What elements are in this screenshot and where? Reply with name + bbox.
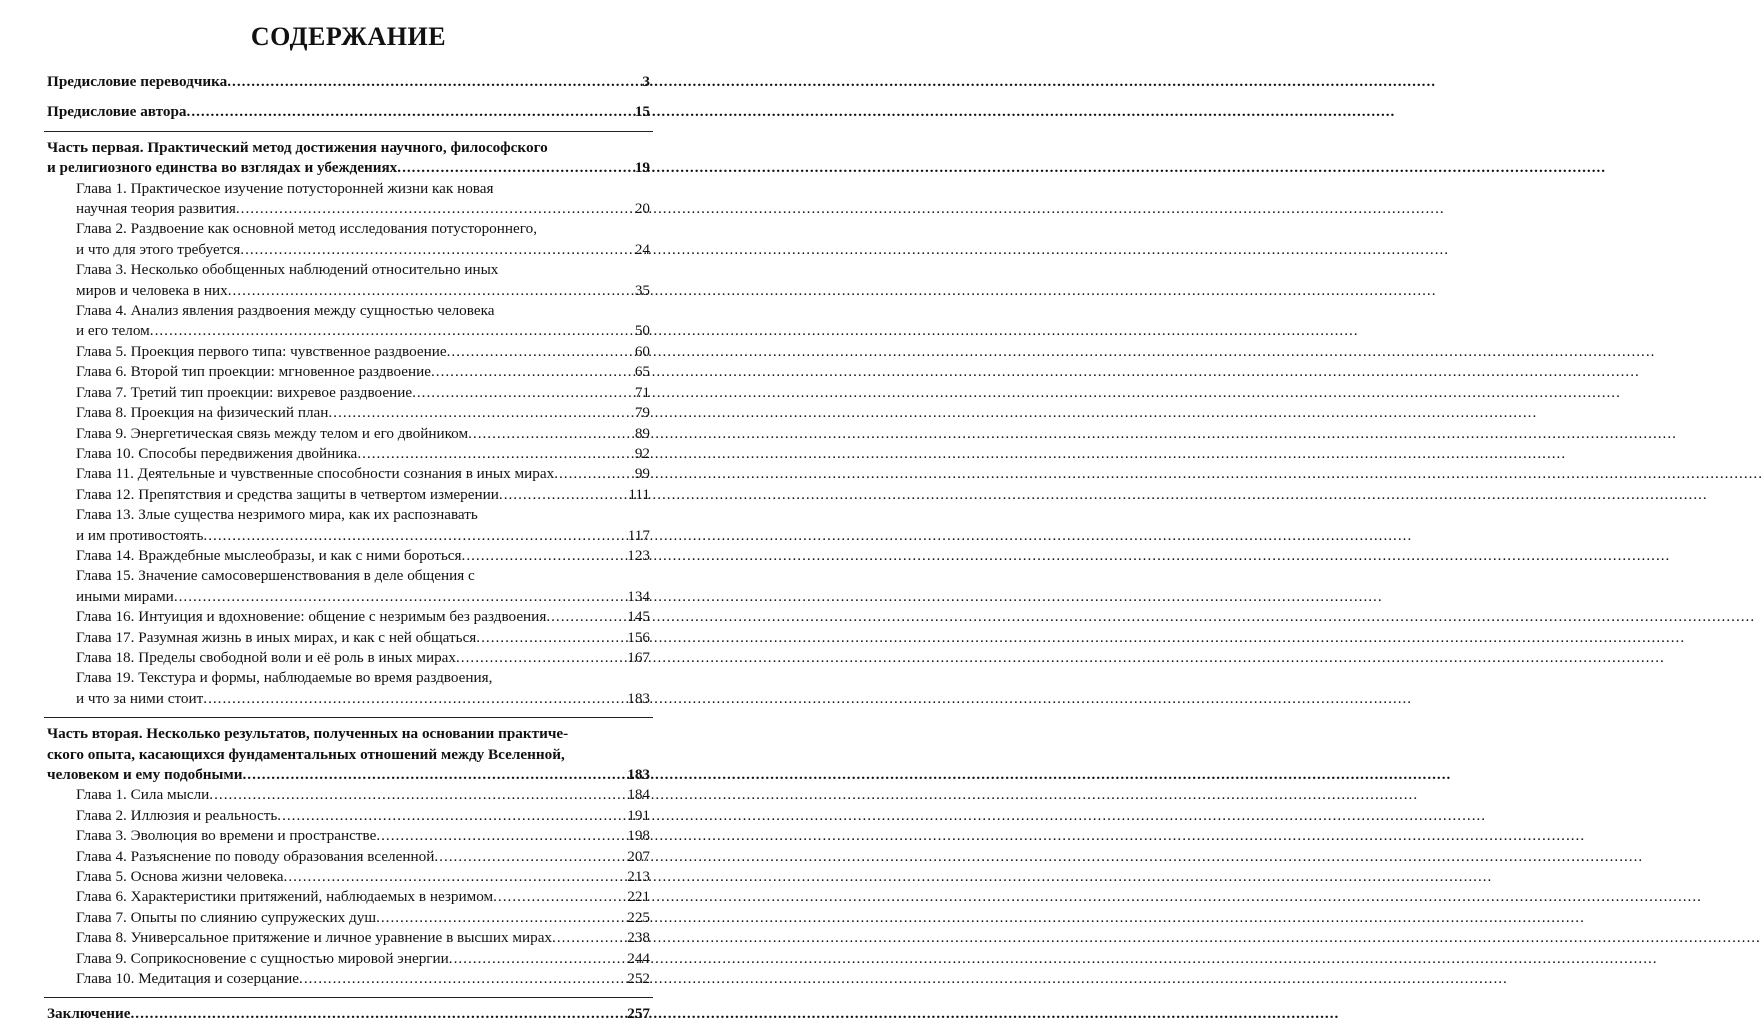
- entry-last-line: [76, 587, 650, 607]
- page-number: 111: [628, 485, 650, 503]
- dot-leader: [554, 464, 634, 484]
- table-of-contents: [47, 72, 650, 1025]
- dot-leader: [130, 1004, 626, 1024]
- entry-title-line: Глава 8. Проекция на физический план: [76, 404, 329, 422]
- entry-title-line: Глава 10. Способы передвижения двойника: [76, 444, 358, 462]
- dot-leader: [412, 383, 634, 403]
- page-number: 184: [627, 786, 650, 804]
- entry-last-line: [76, 867, 650, 887]
- entry-title-line: иными мирами: [76, 587, 174, 605]
- entry-title-line: Часть вторая. Несколько результатов, полученных на основании практиче-: [47, 725, 569, 743]
- entry-last-line: [47, 72, 650, 92]
- entry-title-line: Глава 6. Характеристики притяжений, наблюдаемых в незримом: [76, 888, 494, 906]
- page-number: 198: [627, 827, 650, 845]
- dot-leader: [434, 847, 626, 867]
- page-number: 92: [634, 444, 650, 462]
- entry-last-line: [76, 199, 650, 219]
- toc-chapter-entry[interactable]: [47, 826, 650, 846]
- toc-chapter-entry[interactable]: [47, 969, 650, 989]
- entry-title-line: Глава 5. Основа жизни человека: [76, 868, 284, 886]
- section-divider: [44, 997, 653, 998]
- toc-chapter-entry[interactable]: [47, 444, 650, 464]
- entry-last-line: [76, 240, 650, 260]
- entry-last-line: [76, 362, 650, 382]
- page-number: 123: [627, 546, 650, 564]
- entry-title-line: Глава 13. Злые существа незримого мира, как их распознавать: [76, 506, 478, 524]
- toc-chapter-entry[interactable]: [47, 928, 650, 948]
- entry-title-line: и его телом: [76, 322, 150, 340]
- entry-last-line: [76, 887, 650, 907]
- dot-leader: [277, 806, 626, 826]
- entry-last-line: [76, 785, 650, 805]
- dot-leader: [462, 546, 627, 566]
- entry-title-line: Глава 9. Энергетическая связь между телом и его двойником: [76, 424, 469, 442]
- page-number: 252: [627, 970, 650, 988]
- dot-leader: [203, 689, 626, 709]
- toc-chapter-entry[interactable]: [47, 785, 650, 805]
- dot-leader: [468, 424, 634, 444]
- entry-title-line: Предисловие автора: [47, 103, 187, 121]
- entry-last-line: [76, 826, 650, 846]
- entry-title-line: Глава 5. Проекция первого типа: чувственное раздвоение: [76, 342, 447, 360]
- entry-title-line: Глава 18. Пределы свободной воли и её роль в иных мирах: [76, 648, 456, 666]
- entry-title-line: и им противостоять: [76, 526, 204, 544]
- page-number: 3: [642, 73, 650, 90]
- entry-title-line: Глава 10. Медитация и созерцание: [76, 970, 300, 988]
- toc-chapter-entry[interactable]: [47, 342, 650, 362]
- entry-last-line: [76, 526, 650, 546]
- toc-heading-entry[interactable]: [47, 138, 650, 179]
- dot-leader: [299, 969, 626, 989]
- entry-title-line: Глава 11. Деятельные и чувственные способности сознания в иных мирах: [76, 465, 555, 483]
- entry-last-line: [76, 546, 650, 566]
- entry-title-line: Глава 16. Интуиция и вдохновение: общение с незримым без раздвоения: [76, 608, 547, 626]
- entry-last-line: [76, 969, 650, 989]
- page-number: 183: [627, 689, 650, 707]
- section-divider: [44, 131, 653, 132]
- toc-page: [0, 0, 714, 1023]
- dot-leader: [284, 867, 627, 887]
- page-number: 221: [627, 888, 650, 906]
- dot-leader: [203, 526, 626, 546]
- entry-last-line: [76, 403, 650, 423]
- dot-leader: [431, 362, 634, 382]
- dot-leader: [240, 240, 634, 260]
- entry-title-line: и что для этого требуется: [76, 240, 241, 258]
- page-number: 79: [634, 404, 650, 422]
- page-number: 134: [627, 587, 650, 605]
- page-title: СОДЕРЖАНИЕ: [250, 22, 447, 51]
- entry-title-line: Глава 2. Иллюзия и реальность: [76, 806, 278, 824]
- toc-chapter-entry[interactable]: [47, 260, 650, 301]
- dot-leader: [376, 826, 626, 846]
- toc-chapter-entry[interactable]: [47, 485, 650, 505]
- dot-leader: [150, 321, 634, 341]
- toc-heading-entry[interactable]: [47, 72, 650, 92]
- toc-chapter-entry[interactable]: [47, 806, 650, 826]
- toc-chapter-entry[interactable]: [47, 607, 650, 627]
- entry-title-line: Глава 3. Несколько обобщенных наблюдений относительно иных: [76, 261, 499, 279]
- toc-chapter-entry[interactable]: [47, 301, 650, 342]
- dot-leader: [449, 949, 626, 969]
- entry-last-line: [76, 847, 650, 867]
- entry-title-line: ского опыта, касающихся фундаментальных отношений между Вселенной,: [47, 745, 565, 763]
- page-number: 20: [634, 200, 650, 218]
- entry-last-line: [76, 607, 650, 627]
- toc-chapter-entry[interactable]: [47, 648, 650, 668]
- toc-chapter-entry[interactable]: [47, 867, 650, 887]
- page-number: 117: [627, 526, 650, 544]
- dot-leader: [376, 908, 626, 928]
- dot-leader: [328, 403, 633, 423]
- page-number: 244: [627, 949, 650, 967]
- dot-leader: [552, 928, 626, 948]
- entry-title-line: Глава 8. Универсальное притяжение и личное уравнение в высших мирах: [76, 929, 553, 947]
- toc-chapter-entry[interactable]: [47, 424, 650, 444]
- page-number: 207: [627, 847, 650, 865]
- dot-leader: [243, 765, 627, 785]
- entry-title-line: Глава 17. Разумная жизнь в иных мирах, и как с ней общаться: [76, 628, 477, 646]
- toc-chapter-entry[interactable]: [47, 628, 650, 648]
- dot-leader: [456, 648, 626, 668]
- entry-title-line: Глава 1. Сила мысли: [76, 786, 210, 804]
- entry-title-line: Глава 6. Второй тип проекции: мгновенное раздвоение: [76, 363, 431, 381]
- entry-last-line: [76, 908, 650, 928]
- dot-leader: [493, 887, 626, 907]
- page-number: 89: [634, 424, 650, 442]
- page-number: 65: [634, 363, 650, 381]
- entry-last-line: [47, 158, 650, 178]
- entry-last-line: [76, 342, 650, 362]
- dot-leader: [187, 102, 634, 122]
- page-number: 60: [634, 342, 650, 360]
- toc-chapter-entry[interactable]: [47, 546, 650, 566]
- toc-chapter-entry[interactable]: [47, 505, 650, 546]
- page-number: 15: [634, 103, 650, 121]
- entry-title-line: научная теория развития: [76, 200, 236, 218]
- entry-last-line: [76, 444, 650, 464]
- entry-title-line: Глава 14. Враждебные мыслеобразы, и как с ними бороться: [76, 546, 462, 564]
- entry-title-line: Глава 9. Соприкосновение с сущностью мировой энергии: [76, 949, 449, 967]
- toc-chapter-entry[interactable]: [47, 949, 650, 969]
- dot-leader: [476, 628, 626, 648]
- entry-title-line: Заключение: [47, 1005, 131, 1023]
- toc-heading-entry[interactable]: [47, 724, 650, 785]
- entry-last-line: [47, 765, 650, 785]
- toc-heading-entry[interactable]: [47, 102, 650, 122]
- page-number: 257: [627, 1005, 650, 1023]
- entry-title-line: и религиозного единства во взглядах и убеждениях: [47, 159, 398, 177]
- entry-title-line: Глава 1. Практическое изучение потусторонней жизни как новая: [76, 179, 494, 197]
- entry-title-line: Глава 7. Опыты по слиянию супружеских душ: [76, 908, 377, 926]
- dot-leader: [546, 607, 626, 627]
- entry-title-line: Глава 3. Эволюция во времени и пространстве: [76, 827, 377, 845]
- entry-last-line: [76, 648, 650, 668]
- page-number: 24: [634, 240, 650, 258]
- entry-title-line: Часть первая. Практический метод достижения научного, философского: [47, 138, 548, 156]
- entry-title-line: Глава 4. Анализ явления раздвоения между сущностью человека: [76, 302, 495, 320]
- dot-leader: [357, 444, 634, 464]
- entry-title-line: Глава 2. Раздвоение как основной метод исследования потустороннего,: [76, 220, 538, 238]
- page-number: 213: [627, 868, 650, 886]
- entry-title-line: миров и человека в них: [76, 281, 228, 299]
- spacer: [47, 92, 650, 102]
- dot-leader: [499, 485, 627, 505]
- entry-last-line: [76, 464, 650, 484]
- page-number: 50: [634, 322, 650, 340]
- page-number: 156: [627, 628, 650, 646]
- entry-last-line: [76, 281, 650, 301]
- toc-chapter-entry[interactable]: [47, 362, 650, 382]
- entry-title-line: Глава 19. Текстура и формы, наблюдаемые во время раздвоения,: [76, 669, 493, 687]
- section-divider: [44, 717, 653, 718]
- dot-leader: [236, 199, 634, 219]
- entry-last-line: [76, 383, 650, 403]
- entry-last-line: [76, 806, 650, 826]
- page-number: 35: [634, 281, 650, 299]
- dot-leader: [228, 281, 634, 301]
- toc-chapter-entry[interactable]: [47, 464, 650, 484]
- entry-last-line: [76, 424, 650, 444]
- toc-chapter-entry[interactable]: [47, 219, 650, 260]
- toc-chapter-entry[interactable]: [47, 668, 650, 709]
- page-number: 225: [627, 908, 650, 926]
- toc-chapter-entry[interactable]: [47, 179, 650, 220]
- page-number: 238: [627, 929, 650, 947]
- entry-title-line: и что за ними стоит: [76, 689, 204, 707]
- toc-chapter-entry[interactable]: [47, 887, 650, 907]
- dot-leader: [209, 785, 626, 805]
- entry-title-line: Глава 12. Препятствия и средства защиты в четвертом измерении: [76, 485, 499, 503]
- entry-last-line: [76, 628, 650, 648]
- entry-last-line: [76, 321, 650, 341]
- toc-chapter-entry[interactable]: [47, 383, 650, 403]
- entry-title-line: Глава 7. Третий тип проекции: вихревое раздвоение: [76, 383, 413, 401]
- toc-chapter-entry[interactable]: [47, 566, 650, 607]
- dot-leader: [174, 587, 626, 607]
- page-number: 99: [634, 465, 650, 483]
- page-number: 183: [627, 766, 650, 783]
- dot-leader: [397, 158, 634, 178]
- entry-title-line: человеком и ему подобными: [47, 766, 243, 783]
- page-number: 191: [627, 806, 650, 824]
- toc-chapter-entry[interactable]: [47, 847, 650, 867]
- entry-last-line: [47, 1004, 650, 1024]
- dot-leader: [447, 342, 634, 362]
- entry-title-line: Предисловие переводчика: [47, 73, 228, 90]
- page-number: 19: [634, 159, 650, 177]
- entry-title-line: Глава 4. Разъяснение по поводу образования вселенной: [76, 847, 435, 865]
- dot-leader: [227, 72, 641, 92]
- page-number: 71: [634, 383, 650, 401]
- entry-last-line: [76, 485, 650, 505]
- entry-title-line: Глава 15. Значение самосовершенствования в деле общения с: [76, 567, 475, 585]
- entry-last-line: [76, 928, 650, 948]
- entry-last-line: [47, 102, 650, 122]
- toc-heading-entry[interactable]: [47, 1004, 650, 1024]
- toc-chapter-entry[interactable]: [47, 403, 650, 423]
- toc-chapter-entry[interactable]: [47, 908, 650, 928]
- entry-last-line: [76, 949, 650, 969]
- page-number: 167: [627, 648, 650, 666]
- entry-last-line: [76, 689, 650, 709]
- page-number: 145: [627, 608, 650, 626]
